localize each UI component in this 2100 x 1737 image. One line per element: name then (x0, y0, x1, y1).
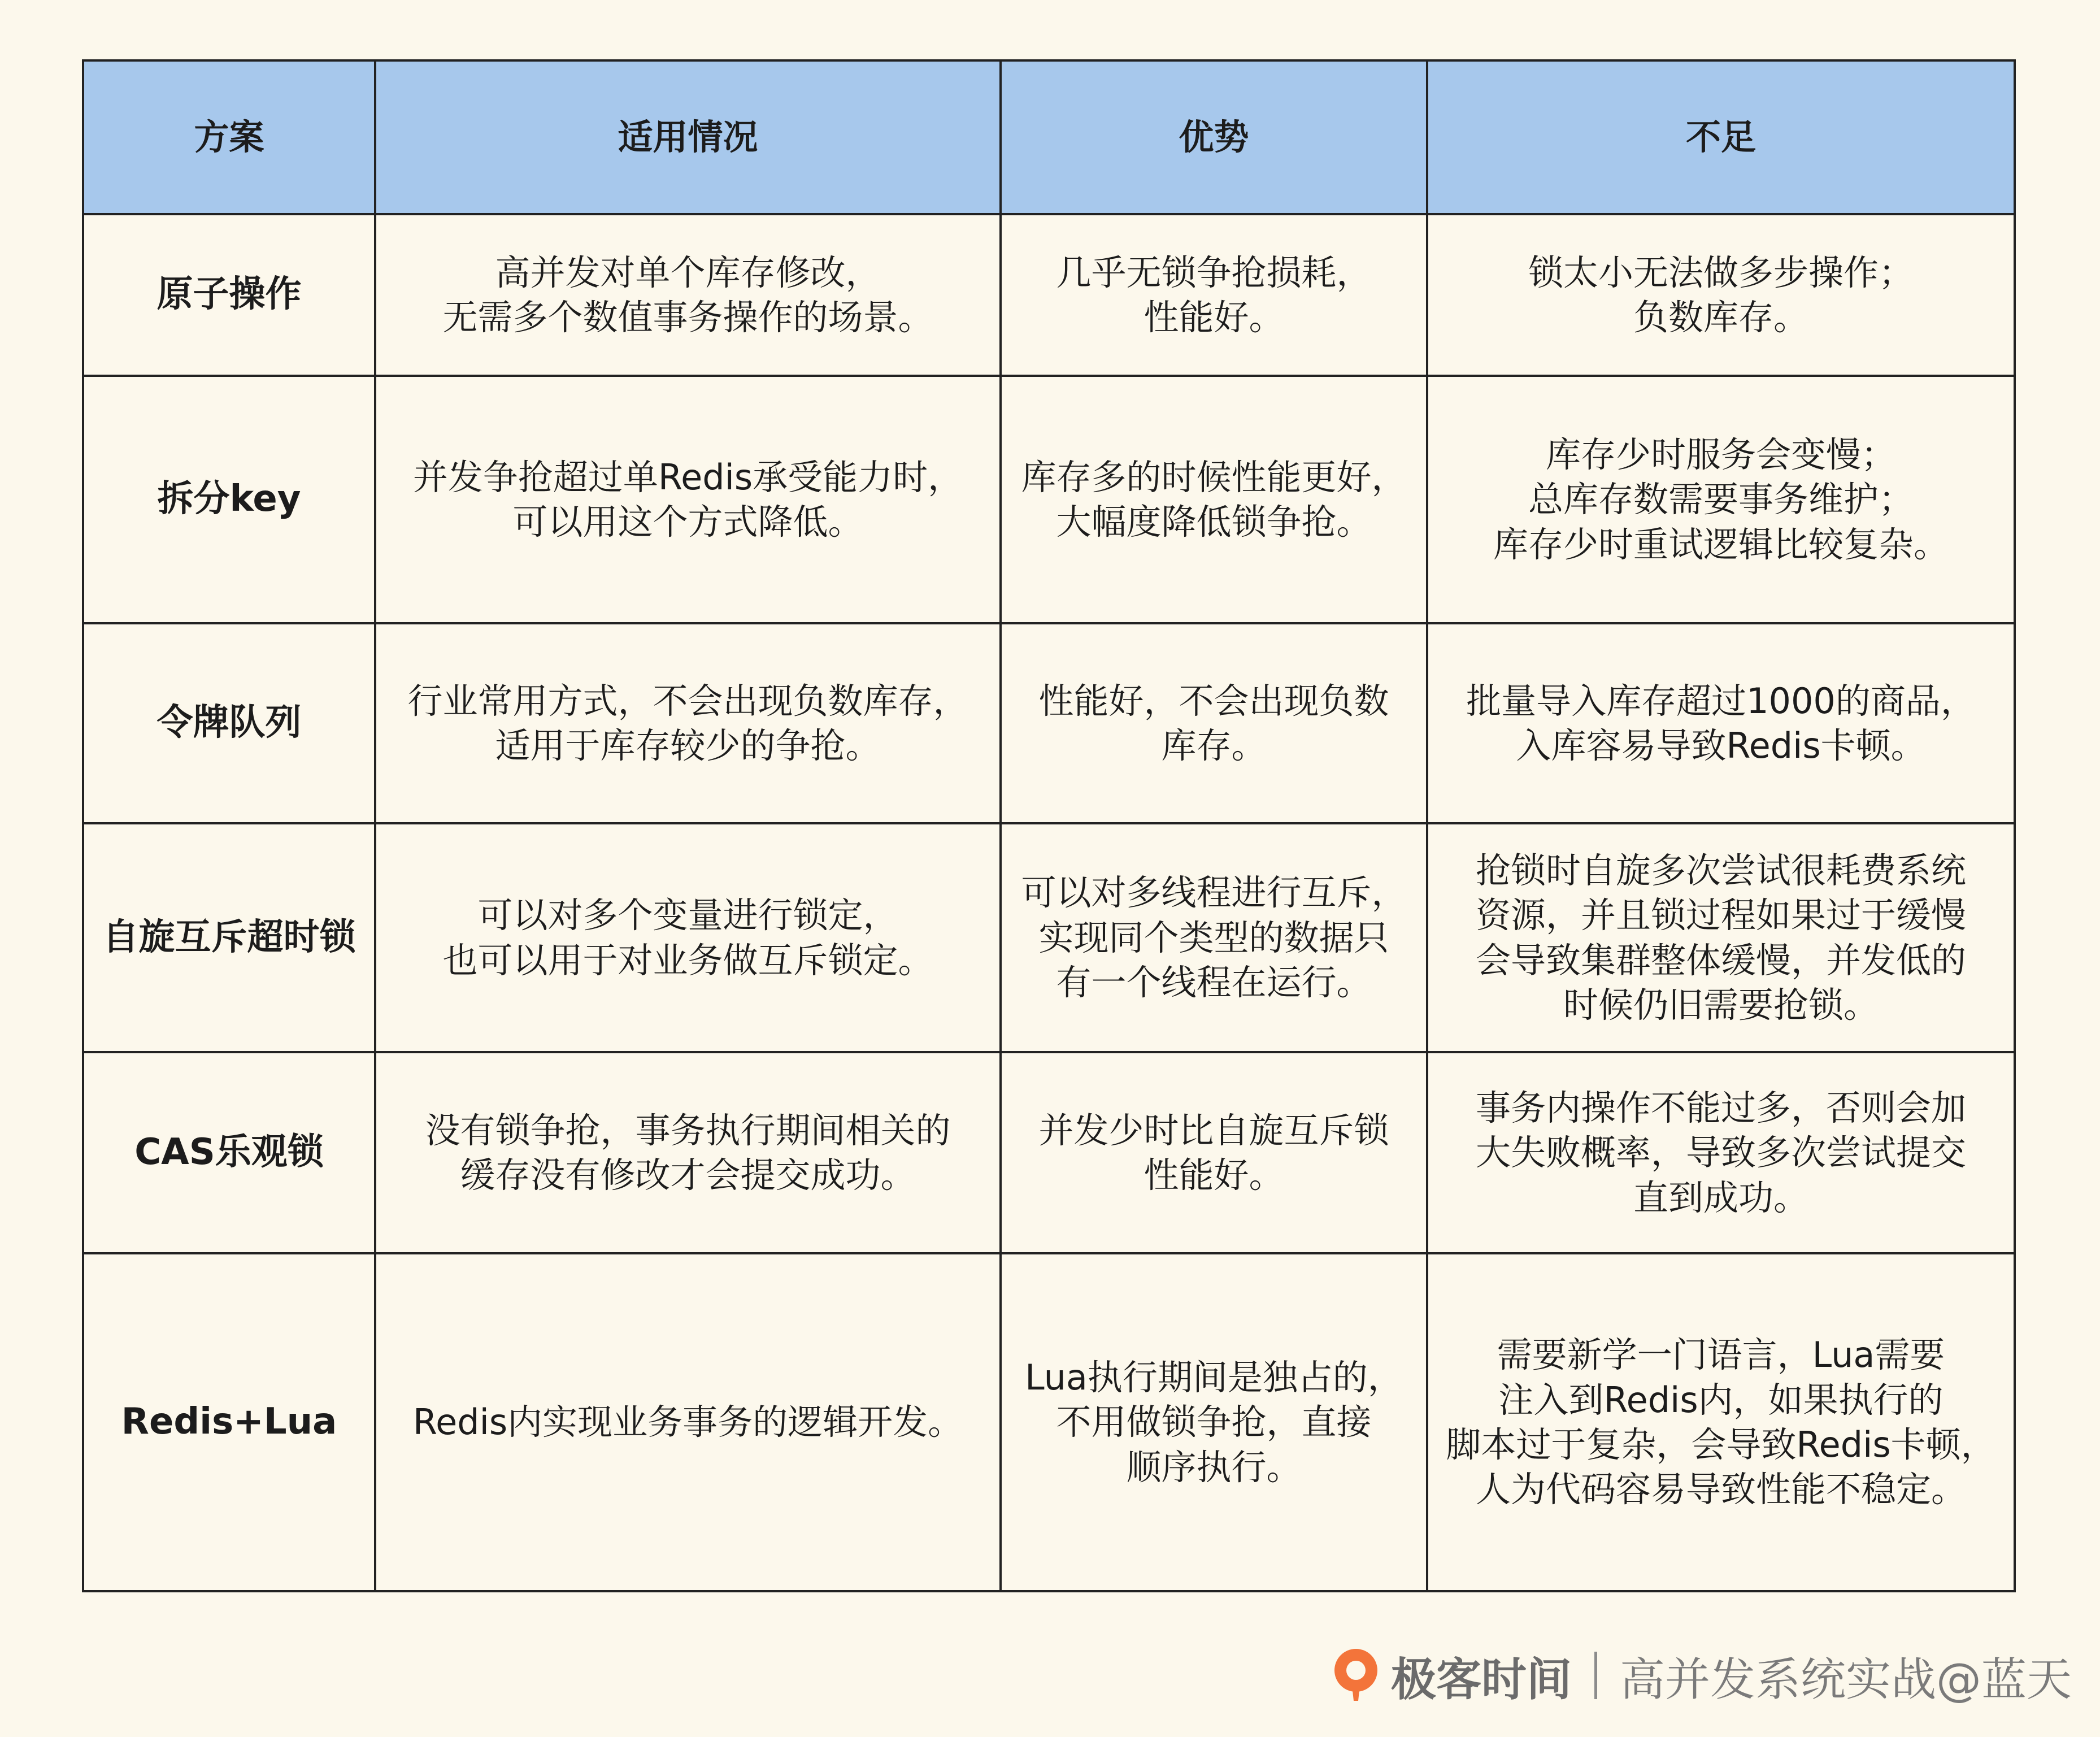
comparison-table (82, 59, 2016, 1592)
scheme-cell: 令牌队列 (83, 623, 375, 823)
table-row (83, 1052, 2015, 1253)
header-advantages: 优势 (1001, 60, 1427, 214)
disadvantages-cell: 批量导入库存超过1000的商品， 入库容易导致Redis卡顿。 (1427, 623, 2015, 823)
scheme-cell: CAS乐观锁 (83, 1052, 375, 1253)
scheme-cell: 原子操作 (83, 214, 375, 376)
table-row (83, 214, 2015, 376)
header-disadvantages: 不足 (1427, 60, 2015, 214)
header-applicable: 适用情况 (375, 60, 1001, 214)
disadvantages-cell: 库存少时服务会变慢； 总库存数需要事务维护； 库存少时重试逻辑比较复杂。 (1427, 376, 2015, 623)
applicable-cell: 行业常用方式，不会出现负数库存， 适用于库存较少的争抢。 (375, 623, 1001, 823)
disadvantages-cell: 抢锁时自旋多次尝试很耗费系统 资源，并且锁过程如果过于缓慢 会导致集群整体缓慢，并发低的 时候仍旧需要抢锁。 (1427, 823, 2015, 1052)
advantages-cell: 并发少时比自旋互斥锁 性能好。 (1001, 1052, 1427, 1253)
footer-caption: 高并发系统实战@蓝天 (1620, 1653, 2072, 1706)
geektime-logo-icon (1329, 1644, 1383, 1706)
applicable-cell: 并发争抢超过单Redis承受能力时， 可以用这个方式降低。 (375, 376, 1001, 623)
applicable-cell: 可以对多个变量进行锁定， 也可以用于对业务做互斥锁定。 (375, 823, 1001, 1052)
disadvantages-cell: 需要新学一门语言，Lua需要 注入到Redis内，如果执行的 脚本过于复杂，会导致Redis卡顿， 人为代码容易导致性能不稳定。 (1427, 1253, 2015, 1591)
advantages-cell: Lua执行期间是独占的， 不用做锁争抢，直接 顺序执行。 (1001, 1253, 1427, 1591)
table-body (83, 214, 2015, 1591)
table-header (83, 60, 2015, 214)
applicable-cell: Redis内实现业务事务的逻辑开发。 (375, 1253, 1001, 1591)
table-row (83, 623, 2015, 823)
advantages-cell: 几乎无锁争抢损耗， 性能好。 (1001, 214, 1427, 376)
header-row (83, 60, 2015, 214)
scheme-cell: Redis+Lua (83, 1253, 375, 1591)
footer-divider (1594, 1652, 1597, 1699)
applicable-cell: 没有锁争抢，事务执行期间相关的 缓存没有修改才会提交成功。 (375, 1052, 1001, 1253)
header-scheme: 方案 (83, 60, 375, 214)
advantages-cell: 库存多的时候性能更好， 大幅度降低锁争抢。 (1001, 376, 1427, 623)
table-row (83, 823, 2015, 1052)
advantages-cell: 可以对多线程进行互斥， 实现同个类型的数据只 有一个线程在运行。 (1001, 823, 1427, 1052)
footer (1329, 1642, 2072, 1709)
table-row (83, 1253, 2015, 1591)
applicable-cell: 高并发对单个库存修改， 无需多个数值事务操作的场景。 (375, 214, 1001, 376)
advantages-cell: 性能好，不会出现负数 库存。 (1001, 623, 1427, 823)
brand-name: 极客时间 (1391, 1653, 1572, 1706)
disadvantages-cell: 事务内操作不能过多，否则会加 大失败概率，导致多次尝试提交 直到成功。 (1427, 1052, 2015, 1253)
disadvantages-cell: 锁太小无法做多步操作； 负数库存。 (1427, 214, 2015, 376)
table-row (83, 376, 2015, 623)
scheme-cell: 自旋互斥超时锁 (83, 823, 375, 1052)
scheme-cell: 拆分key (83, 376, 375, 623)
